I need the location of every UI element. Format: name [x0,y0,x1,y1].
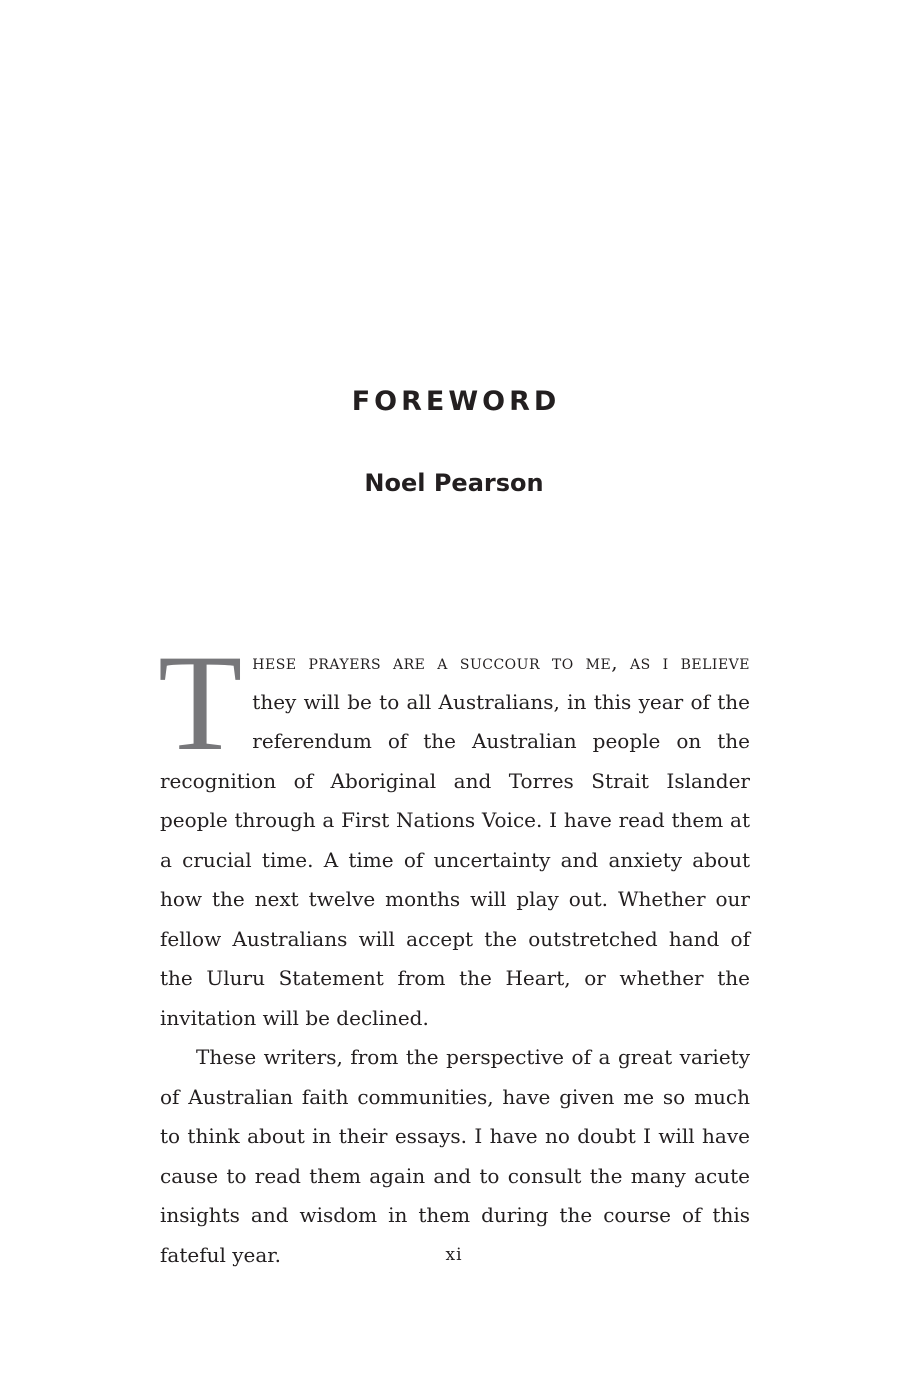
page-number: xi [445,1245,463,1265]
chapter-title: FOREWORD [351,386,561,417]
chapter-body [158,626,750,1275]
chapter-author: Noel Pearson [364,469,544,497]
paragraph-1-text: they will be to all Australians, in this year of the referendum of the Australian people on the recognition of Aboriginal and Torres Strait Islander people through a First Nations Voice. I have read them at a crucial time. A time of uncertainty and anxiety about how the next twelve months will play out. Whether our fellow Australians will accept the outstretched hand of the Uluru Statement from the Heart, or whether the invitation will be declined. [160,689,750,1030]
drop-cap: T [158,626,243,779]
lead-in-text: hese prayers are a succour to me, as i believe [252,650,750,674]
paragraph-2: These writers, from the perspective of a great variety of Australian faith communities, have given me so much to think about in their essays. I have no doubt I will have cause to read them again and to consult the many acute insights and wisdom in them during the course of this fateful year. [160,1045,750,1267]
paragraph-1 [158,626,750,1038]
